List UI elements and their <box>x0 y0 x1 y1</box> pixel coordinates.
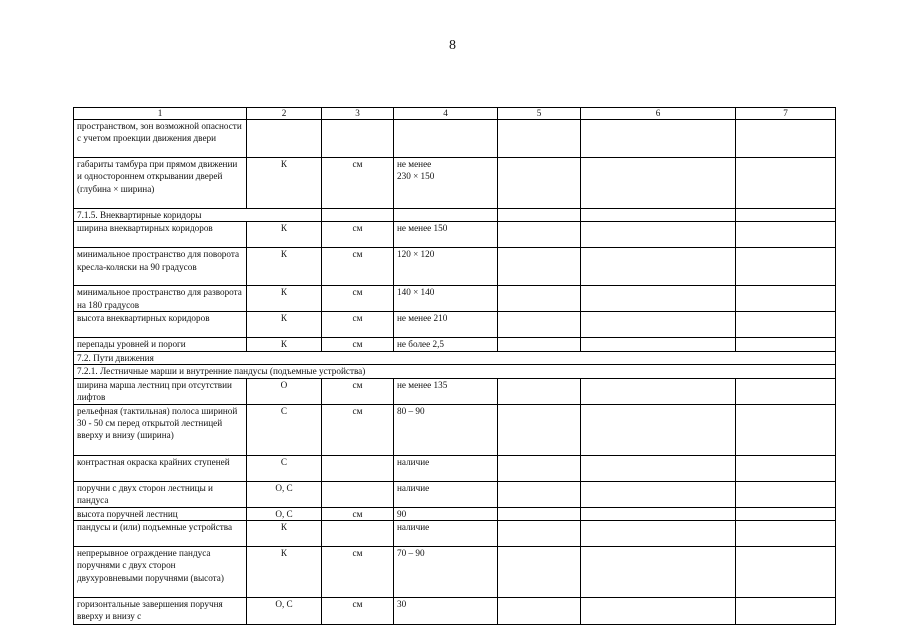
table-cell <box>498 158 581 209</box>
table-cell: К <box>247 222 322 248</box>
section-title: 7.2.1. Лестничные марши и внутренние пандусы (подъемные устройства) <box>74 365 836 378</box>
section-row <box>74 209 836 222</box>
table-cell <box>581 120 736 158</box>
table-row <box>74 120 836 158</box>
parameter-cell: габариты тамбура при прямом движении и одностороннем открывании дверей (глубина × ширина) <box>74 158 247 209</box>
table-cell <box>581 481 736 507</box>
table-cell: не менее 230 × 150 <box>394 158 498 209</box>
table-cell: 120 × 120 <box>394 248 498 286</box>
table-cell <box>581 404 736 455</box>
table-cell <box>736 378 836 404</box>
table-cell <box>498 507 581 520</box>
table-cell: 80 – 90 <box>394 404 498 455</box>
table-row <box>74 455 836 481</box>
table-cell <box>581 598 736 625</box>
table-row <box>74 312 836 338</box>
table-cell <box>581 248 736 286</box>
parameter-cell: минимальное пространство для разворота на 180 градусов <box>74 286 247 312</box>
table-cell: см <box>322 507 394 520</box>
parameter-cell: горизонтальные завершения поручня вверху и внизу с <box>74 598 247 625</box>
table-cell: см <box>322 378 394 404</box>
table-cell: О, С <box>247 598 322 625</box>
table-row <box>74 521 836 547</box>
table-cell: см <box>322 248 394 286</box>
table-cell <box>736 120 836 158</box>
table-cell <box>498 338 581 351</box>
table-cell <box>736 481 836 507</box>
table-cell <box>736 286 836 312</box>
section-title: 7.2. Пути движения <box>74 351 836 364</box>
parameter-cell: поручни с двух сторон лестницы и пандуса <box>74 481 247 507</box>
empty-cell <box>498 209 581 222</box>
table-cell: не менее 210 <box>394 312 498 338</box>
section-row <box>74 351 836 364</box>
table-cell <box>498 521 581 547</box>
requirements-table <box>73 107 836 625</box>
parameter-cell: контрастная окраска крайних ступеней <box>74 455 247 481</box>
table-cell <box>322 455 394 481</box>
parameter-cell: перепады уровней и пороги <box>74 338 247 351</box>
table-cell <box>736 547 836 598</box>
table-cell <box>394 120 498 158</box>
parameter-cell: ширина марша лестниц при отсутствии лифтов <box>74 378 247 404</box>
table-cell: см <box>322 598 394 625</box>
table-cell <box>736 158 836 209</box>
parameter-cell: ширина внеквартирных коридоров <box>74 222 247 248</box>
table-cell <box>581 338 736 351</box>
column-header: 6 <box>581 108 736 120</box>
table-row <box>74 248 836 286</box>
table-cell <box>498 481 581 507</box>
column-header: 7 <box>736 108 836 120</box>
table-cell <box>736 455 836 481</box>
table-row <box>74 481 836 507</box>
table-cell: см <box>322 338 394 351</box>
column-header: 1 <box>74 108 247 120</box>
table-cell: наличие <box>394 455 498 481</box>
table-cell: О <box>247 378 322 404</box>
page-number: 8 <box>449 38 456 53</box>
table-cell <box>736 222 836 248</box>
column-header: 3 <box>322 108 394 120</box>
table-header-row <box>74 108 836 120</box>
empty-cell <box>581 209 736 222</box>
table-cell: К <box>247 286 322 312</box>
table-cell: О, С <box>247 507 322 520</box>
table-cell: С <box>247 404 322 455</box>
column-header: 5 <box>498 108 581 120</box>
table-cell: не менее 150 <box>394 222 498 248</box>
table-cell: О, С <box>247 481 322 507</box>
table-cell <box>498 248 581 286</box>
table-cell <box>322 521 394 547</box>
table-cell: К <box>247 547 322 598</box>
table-cell <box>736 598 836 625</box>
table-cell: см <box>322 222 394 248</box>
table-cell <box>736 338 836 351</box>
table-cell: наличие <box>394 521 498 547</box>
table-cell <box>322 120 394 158</box>
table-cell <box>498 547 581 598</box>
parameter-cell: высота внеквартирных коридоров <box>74 312 247 338</box>
column-header: 2 <box>247 108 322 120</box>
column-header: 4 <box>394 108 498 120</box>
section-row <box>74 365 836 378</box>
table-cell: 140 × 140 <box>394 286 498 312</box>
table-cell <box>581 378 736 404</box>
table-cell <box>581 158 736 209</box>
table-cell <box>736 248 836 286</box>
table-cell: см <box>322 404 394 455</box>
table-cell: см <box>322 547 394 598</box>
table-cell <box>247 120 322 158</box>
table-row <box>74 286 836 312</box>
table-cell: 30 <box>394 598 498 625</box>
table-row <box>74 507 836 520</box>
table-cell <box>581 455 736 481</box>
parameter-cell: непрерывное ограждение пандуса поручнями с двух сторон двухуровневыми поручнями (высота) <box>74 547 247 598</box>
table-cell <box>322 481 394 507</box>
table-cell: К <box>247 338 322 351</box>
table-cell <box>736 404 836 455</box>
table-cell: 90 <box>394 507 498 520</box>
table-cell: не более 2,5 <box>394 338 498 351</box>
table-row <box>74 598 836 625</box>
table-row <box>74 378 836 404</box>
table-row <box>74 222 836 248</box>
table-cell <box>498 286 581 312</box>
table-cell <box>736 521 836 547</box>
table-cell: см <box>322 312 394 338</box>
table-row <box>74 158 836 209</box>
parameter-cell: пространством, зон возможной опасности с учетом проекции движения двери <box>74 120 247 158</box>
empty-cell <box>394 209 498 222</box>
table-cell <box>581 507 736 520</box>
table-cell: К <box>247 158 322 209</box>
table-cell: см <box>322 158 394 209</box>
empty-cell <box>322 209 394 222</box>
table-cell: К <box>247 248 322 286</box>
table-row <box>74 404 836 455</box>
table-cell <box>581 521 736 547</box>
table-row <box>74 338 836 351</box>
table-cell <box>736 507 836 520</box>
table-row <box>74 547 836 598</box>
table-cell <box>498 378 581 404</box>
table-cell <box>498 598 581 625</box>
table-cell <box>581 222 736 248</box>
table-cell <box>581 286 736 312</box>
section-title: 7.1.5. Внеквартирные коридоры <box>74 209 322 222</box>
table-cell: К <box>247 521 322 547</box>
table-cell: не менее 135 <box>394 378 498 404</box>
table-cell <box>736 312 836 338</box>
table-cell: наличие <box>394 481 498 507</box>
table-cell: К <box>247 312 322 338</box>
parameter-cell: рельефная (тактильная) полоса шириной 30 - 50 см перед открытой лестницей вверху и внизу (ширина) <box>74 404 247 455</box>
table-cell <box>498 404 581 455</box>
table-cell <box>498 455 581 481</box>
parameter-cell: пандусы и (или) подъемные устройства <box>74 521 247 547</box>
table-cell <box>498 120 581 158</box>
table-cell: см <box>322 286 394 312</box>
table-cell <box>498 312 581 338</box>
table-cell <box>498 222 581 248</box>
table-cell: С <box>247 455 322 481</box>
empty-cell <box>736 209 836 222</box>
table-cell: 70 – 90 <box>394 547 498 598</box>
parameter-cell: минимальное пространство для поворота кресла-коляски на 90 градусов <box>74 248 247 286</box>
table-cell <box>581 547 736 598</box>
parameter-cell: высота поручней лестниц <box>74 507 247 520</box>
table-cell <box>581 312 736 338</box>
